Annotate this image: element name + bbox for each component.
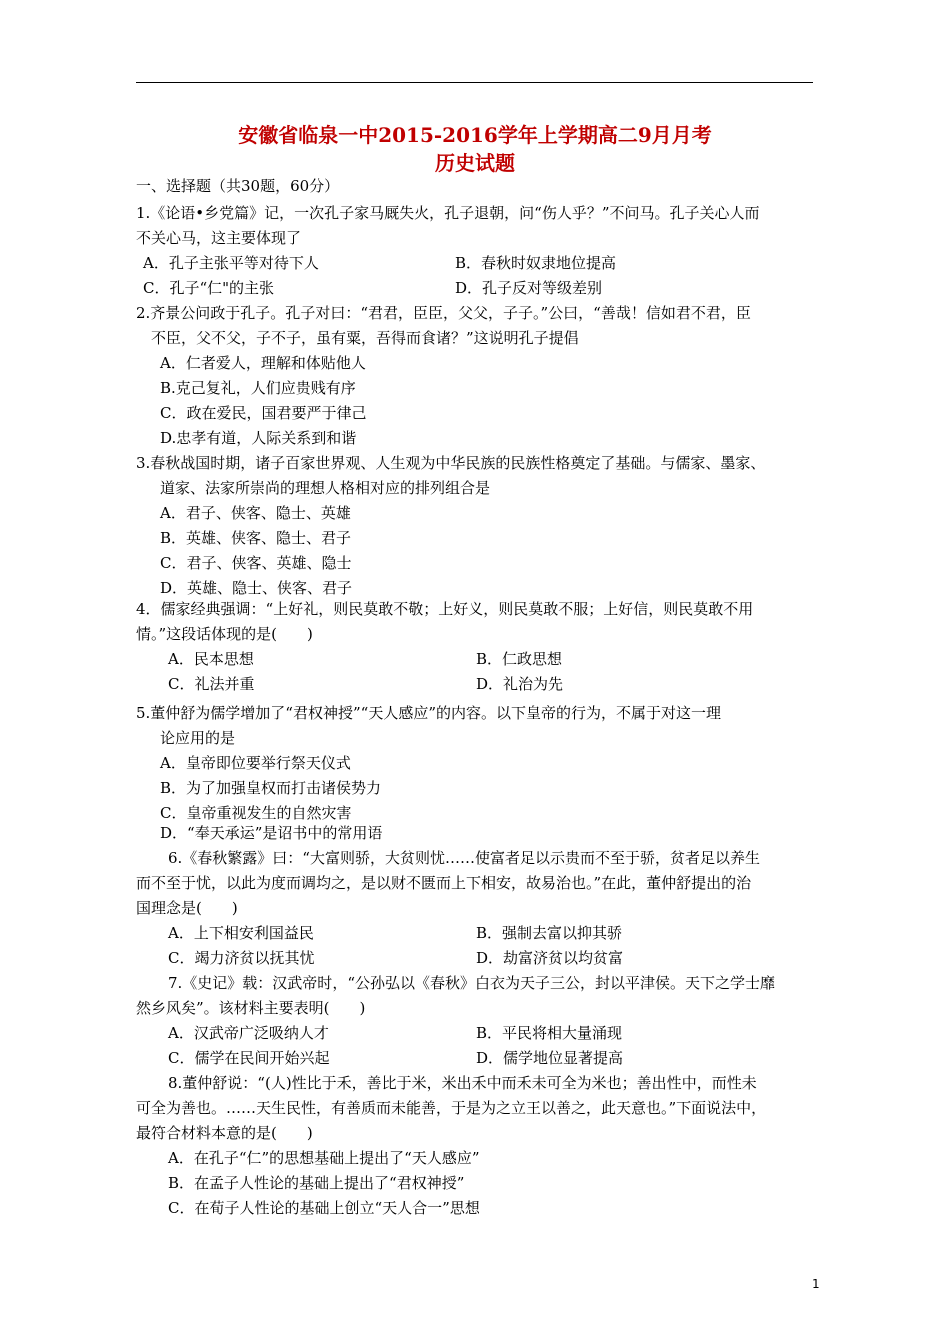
question-2-option-d: D.忠孝有道，人际关系到和谐 [160,429,357,447]
question-5-option-a: A．皇帝即位要举行祭天仪式 [160,754,351,772]
question-5-stem-line-1: 5.董仲舒为儒学增加了“君权神授”“天人感应”的内容。以下皇帝的行为，不属于对这一理 [136,704,721,722]
question-6-option-c: C．竭力济贫以抚其忧 [168,949,315,967]
page-subtitle: 历史试题 [435,151,515,175]
question-5-option-d: D．“奉天承运”是诏书中的常用语 [160,824,383,842]
question-8-option-b: B．在孟子人性论的基础上提出了“君权神授” [168,1174,465,1192]
question-6-stem-line-2: 而不至于忧，以此为度而调均之，是以财不匮而上下相安，故易治也。”在此，董仲舒提出的治 [136,874,752,892]
question-8-stem-line-3: 最符合材料本意的是( ) [136,1124,313,1142]
question-2-stem-line-2: 不臣，父不父，子不子，虽有粟，吾得而食诸？”这说明孔子提倡 [151,329,579,347]
question-3-option-d: D．英雄、隐士、侠客、君子 [160,579,353,597]
question-1-stem-line-2: 不关心马，这主要体现了 [136,229,302,247]
question-7-stem-line-2: 然乡风矣”。该材料主要表明( ) [136,999,366,1017]
question-2-option-c: C．政在爱民，国君要严于律己 [160,404,367,422]
question-8-stem-line-2: 可全为善也。……天生民性，有善质而未能善，于是为之立王以善之，此天意也。”下面说法中， [136,1099,767,1117]
page-title: 安徽省临泉一中2015-2016学年上学期高二9月月考 [238,123,712,147]
question-7-stem-line-1: 7.《史记》载：汉武帝时，“公孙弘以《春秋》白衣为天子三公，封以平津侯。天下之学士靡 [168,974,775,992]
question-1-option-b: B．春秋时奴隶地位提高 [455,254,617,272]
question-3-stem-line-2: 道家、法家所崇尚的理想人格相对应的排列组合是 [160,479,491,497]
question-6-stem-line-3: 国理念是( ) [136,899,238,917]
question-6-option-d: D．劫富济贫以均贫富 [476,949,624,967]
question-4-stem-line-2: 情。”这段话体现的是( ) [136,625,313,643]
question-4-option-c: C．礼法并重 [168,675,255,693]
question-4-option-b: B．仁政思想 [476,650,563,668]
question-3-option-c: C．君子、侠客、英雄、隐士 [160,554,352,572]
section-heading: 一、选择题（共30题，60分） [136,177,340,195]
question-8-stem-line-1: 8.董仲舒说：“(人)性比于禾，善比于米，米出禾中而禾未可全为米也；善出性中，而性未 [168,1074,757,1092]
question-2-option-a: A．仁者爱人，理解和体贴他人 [160,354,366,372]
question-6-option-a: A．上下相安利国益民 [168,924,314,942]
question-3-option-a: A．君子、侠客、隐士、英雄 [160,504,351,522]
question-7-option-b: B．平民将相大量涌现 [476,1024,623,1042]
question-6-option-b: B．强制去富以抑其骄 [476,924,623,942]
question-4-stem-line-1: 4．儒家经典强调：“上好礼，则民莫敢不敬；上好义，则民莫敢不服；上好信，则民莫敢不用 [136,600,754,618]
question-6-stem-line-1: 6.《春秋繁露》曰：“大富则骄，大贫则忧……使富者足以示贵而不至于骄，贫者足以养生 [168,849,760,867]
question-2-option-b: B.克己复礼，人们应贵贱有序 [160,379,356,397]
question-7-option-d: D．儒学地位显著提高 [476,1049,624,1067]
question-7-option-c: C．儒学在民间开始兴起 [168,1049,330,1067]
question-1-stem-line-1: 1.《论语•乡党篇》记，一次孔子家马厩失火，孔子退朝，问“伤人乎？”不问马。孔子关心人而 [136,204,760,222]
question-1-option-c: C．孔子“仁"的主张 [143,279,275,297]
question-1-option-a: A．孔子主张平等对待下人 [143,254,319,272]
question-8-option-a: A．在孔子“仁”的思想基础上提出了“天人感应” [168,1149,480,1167]
question-7-option-a: A．汉武帝广泛吸纳人才 [168,1024,329,1042]
question-4-option-d: D．礼治为先 [476,675,564,693]
question-5-option-c: C．皇帝重视发生的自然灾害 [160,804,352,822]
question-2-stem-line-1: 2.齐景公问政于孔子。孔子对曰：“君君，臣臣，父父，子子。”公曰，“善哉！信如君不君，臣 [136,304,751,322]
question-1-option-d: D．孔子反对等级差别 [455,279,603,297]
header-rule [136,82,813,83]
page-number: 1 [812,1277,820,1291]
question-3-option-b: B．英雄、侠客、隐士、君子 [160,529,352,547]
question-8-option-c: C．在荀子人性论的基础上创立“天人合一”思想 [168,1199,480,1217]
question-5-stem-line-2: 论应用的是 [160,729,236,747]
question-4-option-a: A．民本思想 [168,650,254,668]
question-5-option-b: B．为了加强皇权而打击诸侯势力 [160,779,382,797]
question-3-stem-line-1: 3.春秋战国时期，诸子百家世界观、人生观为中华民族的民族性格奠定了基础。与儒家、墨家、 [136,454,766,472]
